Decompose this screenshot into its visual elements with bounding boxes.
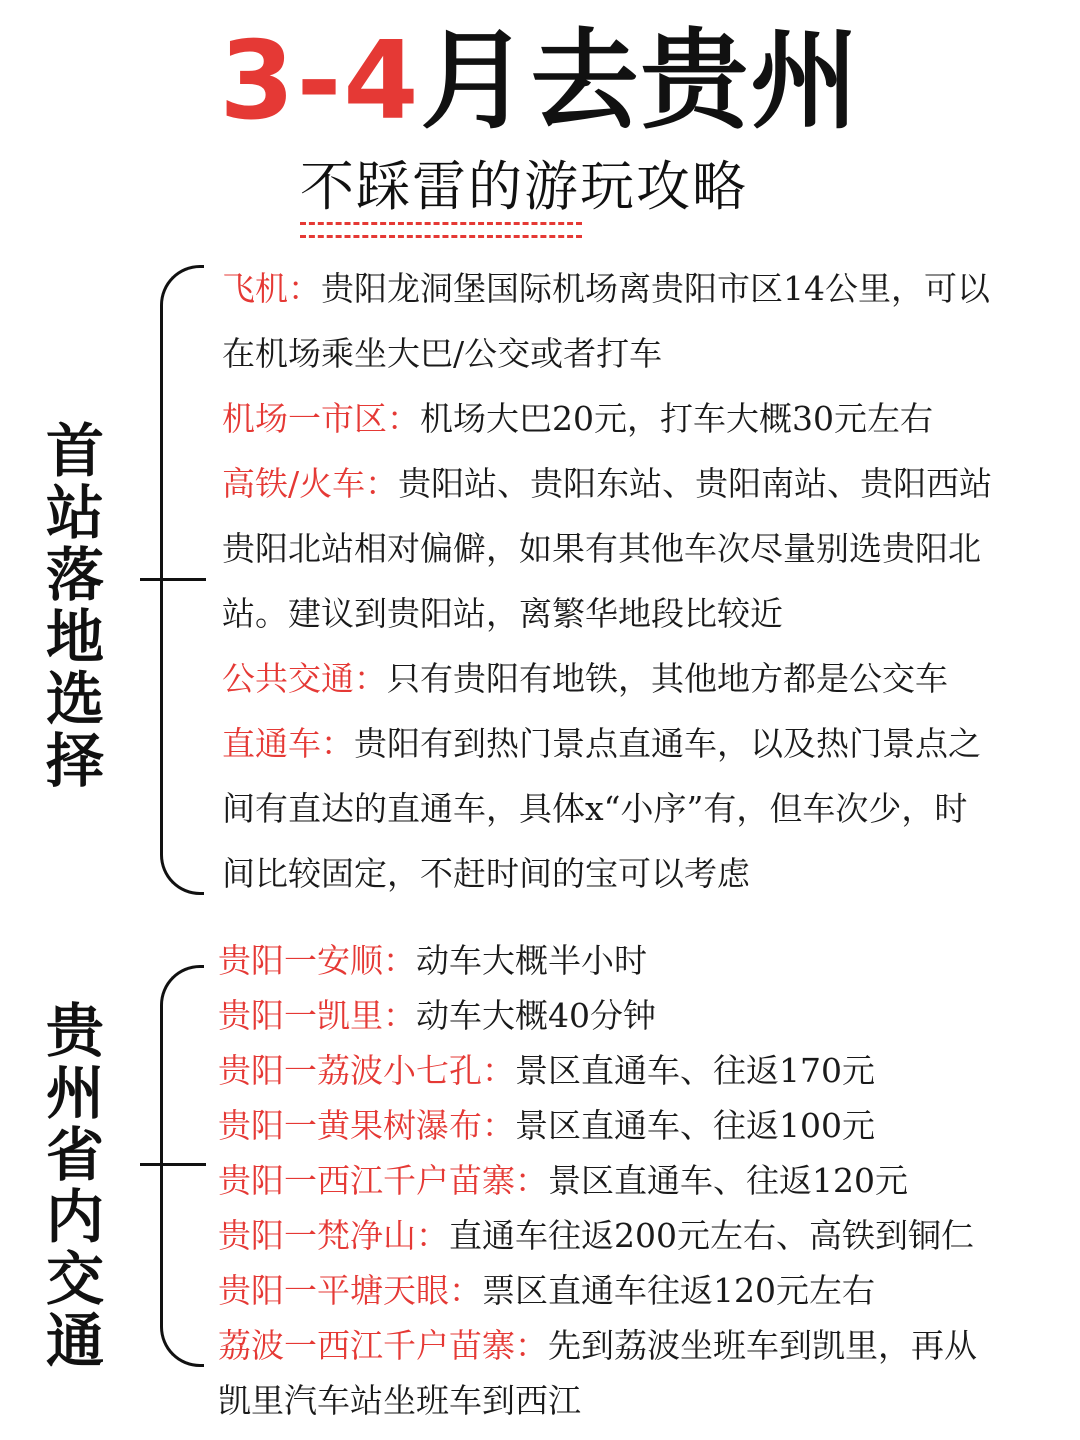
item-text: 凯里汽车站坐班车到西江	[218, 1381, 581, 1420]
section2-label-text: 贵州省内交通	[45, 997, 104, 1375]
section2-brace-bottom	[160, 1165, 204, 1367]
item-text: 景区直通车、往返120元	[548, 1161, 908, 1200]
page-subtitle: 不踩雷的游玩攻略	[300, 155, 748, 218]
title-main: 月去贵州	[420, 19, 861, 144]
page-title	[0, 19, 1080, 144]
item-label: 荔波一西江千户苗寨：	[218, 1326, 548, 1365]
item-label: 公共交通：	[222, 659, 387, 698]
item-text: 在机场乘坐大巴/公交或者打车	[222, 334, 663, 373]
list-item	[218, 1318, 1068, 1373]
item-label: 直通车：	[222, 724, 354, 763]
list-item	[218, 1098, 1068, 1153]
section1-label-text: 首站落地选择	[45, 417, 104, 795]
item-label: 机场一市区：	[222, 399, 420, 438]
list-item	[218, 1043, 1068, 1098]
item-label: 贵阳一黄果树瀑布：	[218, 1106, 515, 1145]
subtitle-dashed-underline	[300, 222, 582, 238]
item-text: 贵阳有到热门景点直通车，以及热门景点之	[354, 724, 981, 763]
list-item	[222, 776, 1072, 841]
section2-label	[40, 997, 110, 1375]
list-item	[218, 988, 1068, 1043]
item-text: 景区直通车、往返170元	[515, 1051, 875, 1090]
item-label: 贵阳一凯里：	[218, 996, 416, 1035]
item-text: 直通车往返200元左右、高铁到铜仁	[449, 1216, 974, 1255]
section1-content	[222, 256, 1072, 906]
list-item	[218, 1208, 1068, 1263]
list-item	[222, 711, 1072, 776]
item-label: 贵阳一梵净山：	[218, 1216, 449, 1255]
item-label: 贵阳一安顺：	[218, 941, 416, 980]
list-item	[222, 841, 1072, 906]
item-label: 贵阳一荔波小七孔：	[218, 1051, 515, 1090]
section1-brace-tick	[140, 578, 206, 581]
item-label: 高铁/火车：	[222, 464, 399, 503]
list-item	[218, 1373, 1068, 1428]
section1-brace-bottom	[160, 580, 204, 895]
item-label: 贵阳一平塘天眼：	[218, 1271, 482, 1310]
section2-brace-tick	[140, 1163, 206, 1166]
list-item	[218, 1153, 1068, 1208]
item-text: 贵阳站、贵阳东站、贵阳南站、贵阳西站	[398, 464, 993, 503]
item-text: 景区直通车、往返100元	[515, 1106, 875, 1145]
item-text: 间比较固定，不赶时间的宝可以考虑	[222, 854, 750, 893]
list-item	[222, 321, 1072, 386]
item-text: 间有直达的直通车，具体x“小序”有，但车次少，时	[222, 789, 968, 828]
item-text: 动车大概半小时	[416, 941, 647, 980]
list-item	[222, 516, 1072, 581]
section1-label	[40, 417, 110, 795]
item-text: 票区直通车往返120元左右	[482, 1271, 875, 1310]
list-item	[222, 581, 1072, 646]
item-text: 贵阳龙洞堡国际机场离贵阳市区14公里，可以	[321, 269, 990, 308]
item-text: 机场大巴20元，打车大概30元左右	[420, 399, 933, 438]
list-item	[222, 386, 1072, 451]
list-item	[218, 1263, 1068, 1318]
list-item	[222, 256, 1072, 321]
section1-brace-top	[160, 265, 204, 580]
item-text: 站。建议到贵阳站，离繁华地段比较近	[222, 594, 783, 633]
item-text: 只有贵阳有地铁，其他地方都是公交车	[387, 659, 948, 698]
list-item	[222, 451, 1072, 516]
item-text: 动车大概40分钟	[416, 996, 656, 1035]
section2-content	[218, 933, 1068, 1428]
title-highlight: 3-4	[219, 19, 421, 144]
item-text: 先到荔波坐班车到凯里，再从	[548, 1326, 977, 1365]
list-item	[218, 933, 1068, 988]
list-item	[222, 646, 1072, 711]
item-label: 贵阳一西江千户苗寨：	[218, 1161, 548, 1200]
item-text: 贵阳北站相对偏僻，如果有其他车次尽量别选贵阳北	[222, 529, 981, 568]
item-label: 飞机：	[222, 269, 321, 308]
section2-brace-top	[160, 965, 204, 1165]
